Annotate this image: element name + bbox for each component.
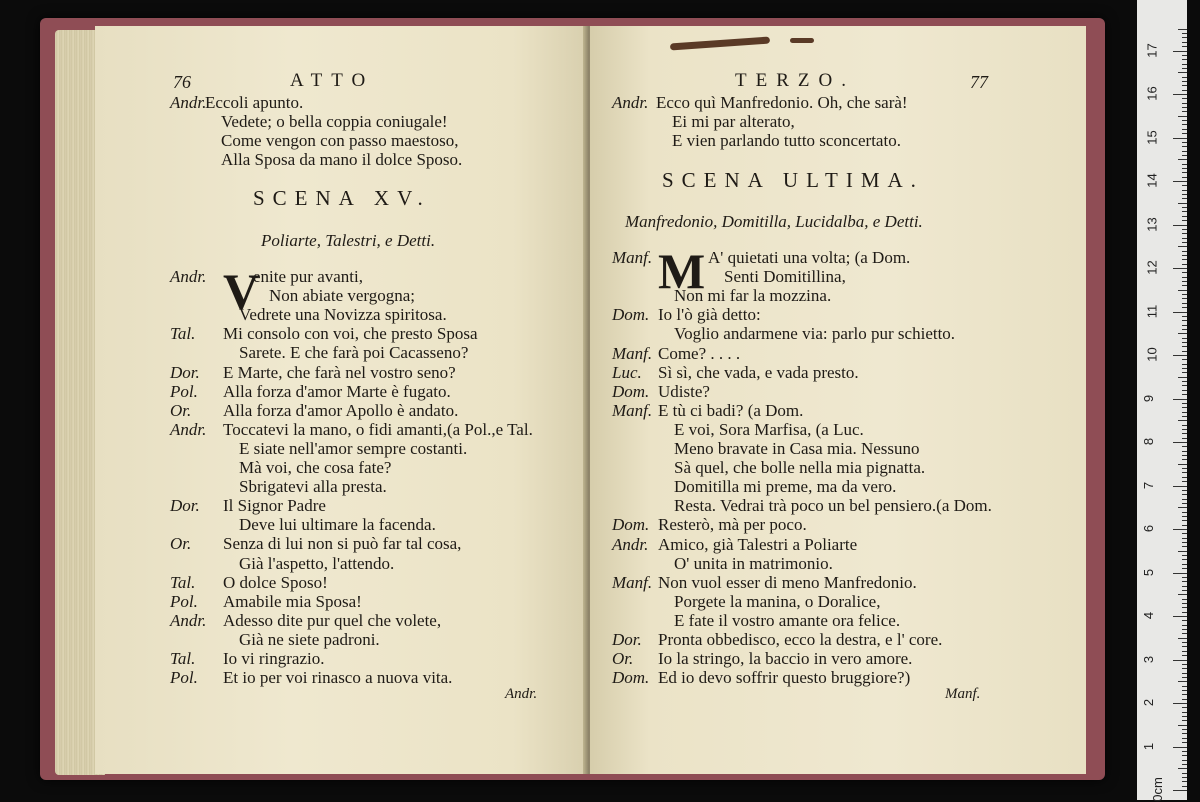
ruler-label: 16	[1144, 86, 1160, 101]
verse-line: Adesso dite pur quel che volete,	[223, 610, 442, 630]
ruler-label: 14	[1144, 173, 1160, 188]
ruler-tick	[1182, 472, 1187, 473]
ruler-tick	[1173, 529, 1187, 530]
left-scene-title: SCENA XV.	[253, 186, 431, 210]
verse-line: O dolce Sposo!	[223, 572, 328, 592]
speaker-label: Andr.	[612, 534, 649, 554]
ruler-tick	[1182, 707, 1187, 708]
ruler-tick	[1182, 503, 1187, 504]
ruler-label: 4	[1141, 611, 1157, 620]
speaker-label: Dor.	[612, 630, 642, 649]
ruler-tick	[1182, 59, 1187, 60]
ruler-label: 8	[1141, 437, 1157, 446]
ruler-tick	[1178, 420, 1187, 421]
ruler-tick	[1173, 616, 1187, 617]
ruler-tick	[1182, 468, 1187, 469]
ruler-tick	[1182, 172, 1187, 173]
verse-line: Mi consolo con voi, che presto Sposa	[223, 324, 478, 344]
left-running-head: ATTO	[290, 70, 375, 91]
speaker-label: Dor.	[170, 496, 200, 516]
ruler-tick	[1182, 481, 1187, 482]
ruler-label: 5	[1141, 568, 1157, 576]
ruler-tick	[1178, 464, 1187, 465]
ruler-tick	[1182, 677, 1187, 678]
ruler-label: 15	[1144, 129, 1160, 145]
ruler-tick	[1182, 185, 1187, 186]
speaker-label: Or.	[170, 534, 192, 554]
verse-line: Udiste?	[658, 381, 710, 401]
verse-line: Sì sì, che vada, e vada presto.	[658, 362, 859, 382]
speaker-label: Pol.	[170, 591, 198, 611]
ruler-tick	[1182, 738, 1187, 739]
ruler-tick	[1182, 542, 1187, 543]
ruler-tick	[1182, 599, 1187, 600]
verse-line: Già l'aspetto, l'attendo.	[239, 553, 395, 573]
ruler-tick	[1182, 764, 1187, 765]
ruler-tick	[1173, 225, 1187, 226]
speaker-label: Manf.	[612, 343, 653, 363]
ruler-tick	[1182, 403, 1187, 404]
ruler-label: 6	[1141, 524, 1157, 533]
verse-line: Ei mi par alterato,	[672, 112, 795, 131]
ruler-tick	[1182, 168, 1187, 169]
left-catchword: Andr.	[505, 686, 538, 702]
ruler-tick	[1182, 325, 1187, 326]
verse-line: E fate il vostro amante ora felice.	[674, 610, 901, 630]
speaker-label: Dom.	[612, 381, 650, 401]
ruler-tick	[1182, 198, 1187, 199]
ruler-tick	[1173, 181, 1187, 182]
ruler-tick	[1182, 751, 1187, 752]
verse-line: Vedrete una Novizza spiritosa.	[239, 305, 447, 325]
speaker-label: Or.	[170, 400, 192, 420]
speaker-label: Manf.	[612, 400, 653, 420]
ruler-tick	[1173, 138, 1187, 139]
verse-line: Pronta obbedisco, ecco la destra, e l' core.	[658, 630, 943, 649]
ruler-tick	[1182, 259, 1187, 260]
ruler-tick	[1173, 747, 1187, 748]
ruler-label: 11	[1144, 304, 1160, 318]
ruler-tick	[1173, 268, 1187, 269]
ruler-tick	[1182, 151, 1187, 152]
verse-line: Deve lui ultimare la facenda.	[239, 515, 436, 535]
ruler-label: 10	[1144, 347, 1160, 362]
ruler-tick	[1182, 281, 1187, 282]
ruler-tick	[1182, 255, 1187, 256]
ruler-tick	[1182, 446, 1187, 447]
verse-line: Io la stringo, la baccio in vero amore.	[658, 649, 913, 669]
ruler-tick	[1182, 412, 1187, 413]
ruler-tick	[1182, 142, 1187, 143]
left-page	[95, 26, 587, 774]
ruler-tick	[1182, 329, 1187, 330]
ruler-tick	[1178, 768, 1187, 769]
ruler-tick	[1182, 416, 1187, 417]
ruler-tick	[1182, 220, 1187, 221]
right-running-head: TERZO.	[735, 70, 855, 91]
ruler-tick	[1178, 29, 1187, 30]
ruler-tick	[1173, 94, 1187, 95]
ruler-label: 7	[1141, 481, 1157, 489]
verse-line: Già ne siete padroni.	[239, 629, 380, 649]
verse-line: Non abiate vergogna;	[269, 286, 416, 306]
speaker-label: Luc.	[612, 362, 642, 382]
ruler-tick	[1182, 277, 1187, 278]
ruler-tick	[1182, 242, 1187, 243]
ruler-tick	[1182, 586, 1187, 587]
verse-line: Come? . . . .	[658, 343, 741, 363]
ruler-tick	[1182, 177, 1187, 178]
ruler-tick	[1182, 651, 1187, 652]
ruler-tick	[1182, 720, 1187, 721]
ruler-tick	[1182, 381, 1187, 382]
ruler-tick	[1182, 755, 1187, 756]
verse-line: Domitilla mi preme, ma da vero.	[674, 477, 897, 497]
ruler-tick	[1182, 760, 1187, 761]
verse-line: Amico, già Talestri a Poliarte	[658, 534, 858, 554]
verse-line: Voglio andarmene via: parlo pur schietto.	[674, 324, 956, 344]
ruler-tick	[1182, 520, 1187, 521]
ruler-tick	[1182, 81, 1187, 82]
verse-line: Alla Sposa da mano il dolce Sposo.	[221, 150, 463, 169]
ruler-tick	[1182, 33, 1187, 34]
verse-line: Non vuol esser di meno Manfredonio.	[658, 572, 917, 592]
ruler-tick	[1182, 124, 1187, 125]
ruler-tick	[1178, 246, 1187, 247]
ruler-tick	[1182, 368, 1187, 369]
right-page-number: 77	[970, 72, 988, 92]
ruler-tick	[1182, 459, 1187, 460]
ruler-tick	[1182, 655, 1187, 656]
ruler-tick	[1182, 55, 1187, 56]
ruler-tick	[1182, 538, 1187, 539]
verse-line: Porgete la manina, o Doralice,	[674, 591, 881, 611]
ruler-tick	[1182, 307, 1187, 308]
speaker-label: Andr.	[170, 93, 207, 112]
ruler-tick	[1182, 612, 1187, 613]
verse-line: Eccoli apunto.	[205, 93, 304, 112]
ruler-label: 2	[1141, 698, 1157, 707]
ruler-tick	[1182, 233, 1187, 234]
ruler-label: 17	[1144, 42, 1160, 58]
ruler-tick	[1182, 525, 1187, 526]
verse-line: E tù ci badi? (a Dom.	[658, 400, 804, 420]
verse-line: enite pur avanti,	[253, 267, 363, 286]
ruler-tick	[1182, 516, 1187, 517]
verse-line: Sarete. E che farà poi Cacasseno?	[239, 343, 469, 363]
ruler-tick	[1173, 51, 1187, 52]
ruler-tick	[1182, 372, 1187, 373]
ruler-tick	[1173, 573, 1187, 574]
ruler-tick	[1173, 790, 1187, 791]
ruler-tick	[1182, 564, 1187, 565]
verse-line: Mà voi, che cosa fate?	[239, 458, 392, 477]
verse-line: Amabile mia Sposa!	[223, 591, 362, 611]
ruler-label: 3	[1141, 655, 1157, 663]
left-dropcap: V	[223, 263, 260, 319]
speaker-label: Manf.	[612, 572, 653, 592]
ruler-tick	[1182, 555, 1187, 556]
verse-line: Sà quel, che bolle nella mia pignatta.	[674, 458, 926, 478]
right-persons: Manfredonio, Domitilla, Lucidalba, e Detti.	[625, 212, 923, 231]
speaker-label: Andr.	[170, 267, 207, 286]
ruler-tick	[1178, 725, 1187, 726]
ruler-tick	[1182, 690, 1187, 691]
ruler-tick	[1182, 85, 1187, 86]
ruler-tick	[1178, 116, 1187, 117]
ruler-tick	[1182, 477, 1187, 478]
ruler-tick	[1182, 42, 1187, 43]
ruler-tick	[1182, 64, 1187, 65]
ruler-tick	[1182, 103, 1187, 104]
ruler-tick	[1182, 207, 1187, 208]
ruler-tick	[1178, 638, 1187, 639]
ruler-tick	[1182, 238, 1187, 239]
ruler-tick	[1182, 451, 1187, 452]
ruler-tick	[1182, 777, 1187, 778]
verse-line: E siate nell'amor sempre costanti.	[239, 438, 468, 458]
ruler-tick	[1178, 594, 1187, 595]
verse-line: Come vengon con passo maestoso,	[221, 131, 459, 150]
ruler-tick	[1182, 438, 1187, 439]
verse-line: E vien parlando tutto sconcertato.	[672, 131, 901, 150]
verse-line: Alla forza d'amor Marte è fugato.	[223, 381, 451, 401]
ruler-tick	[1178, 377, 1187, 378]
verse-line: E voi, Sora Marfisa, (a Luc.	[674, 419, 864, 439]
ruler-tick	[1178, 159, 1187, 160]
ruler-tick	[1182, 129, 1187, 130]
ruler-tick	[1182, 264, 1187, 265]
measurement-ruler	[1137, 0, 1187, 800]
verse-line: Senza di lui non si può far tal cosa,	[223, 534, 462, 554]
verse-line: A' quietati una volta; (a Dom.	[708, 248, 911, 267]
speaker-label: Andr.	[170, 610, 207, 630]
ruler-tick	[1182, 229, 1187, 230]
verse-line: Resta. Vedrai trà poco un bel pensiero.(a Dom.	[674, 496, 992, 516]
ruler-tick	[1182, 729, 1187, 730]
right-catchword: Manf.	[945, 686, 981, 702]
ruler-tick	[1182, 425, 1187, 426]
ruler-tick	[1178, 333, 1187, 334]
ruler-tick	[1173, 442, 1187, 443]
left-persons: Poliarte, Talestri, e Detti.	[261, 231, 436, 250]
verse-line: Et io per voi rinasco a nuova vita.	[223, 668, 453, 688]
speaker-label: Dom.	[612, 515, 650, 535]
speaker-label: Andr.	[612, 93, 649, 112]
ruler-tick	[1182, 533, 1187, 534]
ruler-tick	[1182, 455, 1187, 456]
verse-line: Ed io devo soffrir questo bruggiore?)	[658, 668, 911, 688]
ruler-tick	[1182, 194, 1187, 195]
ruler-tick	[1182, 351, 1187, 352]
ruler-label: 1	[1141, 742, 1157, 750]
ruler-tick	[1182, 499, 1187, 500]
ruler-tick	[1182, 120, 1187, 121]
ruler-tick	[1182, 68, 1187, 69]
speaker-label: Andr.	[170, 419, 207, 439]
ruler-tick	[1182, 629, 1187, 630]
ruler-tick	[1182, 733, 1187, 734]
ruler-tick	[1182, 320, 1187, 321]
ruler-tick	[1182, 607, 1187, 608]
ruler-tick	[1182, 390, 1187, 391]
ink-stain	[670, 37, 770, 51]
ruler-tick	[1182, 37, 1187, 38]
speaker-label: Tal.	[170, 572, 196, 592]
ruler-tick	[1182, 633, 1187, 634]
verse-line: E Marte, che farà nel vostro seno?	[223, 362, 456, 382]
ruler-tick	[1182, 107, 1187, 108]
ruler-tick	[1182, 338, 1187, 339]
speaker-label: Or.	[612, 649, 634, 669]
ruler-tick	[1178, 203, 1187, 204]
ruler-tick	[1182, 494, 1187, 495]
ruler-tick	[1182, 716, 1187, 717]
ruler-tick	[1182, 786, 1187, 787]
ruler-tick	[1178, 290, 1187, 291]
ruler-tick	[1182, 133, 1187, 134]
ruler-tick	[1182, 155, 1187, 156]
speaker-label: Tal.	[170, 324, 196, 344]
ruler-tick	[1182, 781, 1187, 782]
ruler-tick	[1182, 111, 1187, 112]
verse-line: Il Signor Padre	[223, 496, 326, 516]
ruler-tick	[1182, 429, 1187, 430]
right-scene-title: SCENA ULTIMA.	[662, 168, 924, 192]
ruler-tick	[1182, 742, 1187, 743]
ruler-tick	[1182, 98, 1187, 99]
ruler-tick	[1182, 146, 1187, 147]
ruler-tick	[1182, 646, 1187, 647]
verse-line: Ecco quì Manfredonio. Oh, che sarà!	[656, 93, 908, 112]
ruler-tick	[1178, 551, 1187, 552]
ruler-label: 13	[1144, 216, 1160, 232]
ruler-tick	[1182, 625, 1187, 626]
verse-line: Resterò, mà per poco.	[658, 515, 807, 535]
ruler-tick	[1182, 216, 1187, 217]
ruler-tick	[1173, 312, 1187, 313]
ruler-tick	[1178, 507, 1187, 508]
ruler-tick	[1182, 559, 1187, 560]
verse-line: Non mi far la mozzina.	[674, 286, 832, 306]
ruler-tick	[1182, 603, 1187, 604]
ruler-tick	[1182, 577, 1187, 578]
ruler-tick	[1182, 490, 1187, 491]
ruler-tick	[1182, 298, 1187, 299]
speaker-label: Dom.	[612, 668, 650, 688]
ruler-tick	[1182, 546, 1187, 547]
verse-line: Sbrigatevi alla presta.	[239, 477, 387, 497]
speaker-label: Manf.	[612, 248, 653, 267]
ruler-tick	[1182, 359, 1187, 360]
ruler-tick	[1173, 399, 1187, 400]
ruler-tick	[1182, 699, 1187, 700]
speaker-label: Tal.	[170, 649, 196, 668]
ruler-tick	[1173, 703, 1187, 704]
ruler-tick	[1182, 642, 1187, 643]
ruler-tick	[1182, 673, 1187, 674]
ruler-tick	[1182, 251, 1187, 252]
ruler-tick	[1182, 668, 1187, 669]
verse-line: Toccatevi la mano, o fidi amanti,(a Pol.,e Tal.	[223, 419, 533, 439]
speaker-label: Pol.	[170, 668, 198, 688]
verse-line: Senti Domitillina,	[724, 267, 846, 287]
verse-line: Io vi ringrazio.	[223, 649, 325, 668]
right-page	[590, 26, 1086, 774]
ruler-label: 0cm	[1149, 777, 1165, 802]
verse-line: Vedete; o bella coppia coniugale!	[221, 112, 448, 131]
ruler-tick	[1182, 190, 1187, 191]
ruler-tick	[1182, 433, 1187, 434]
ruler-tick	[1173, 486, 1187, 487]
ruler-tick	[1178, 72, 1187, 73]
ruler-tick	[1182, 316, 1187, 317]
ruler-tick	[1182, 712, 1187, 713]
ruler-tick	[1182, 694, 1187, 695]
speaker-label: Pol.	[170, 381, 198, 401]
ruler-tick	[1182, 664, 1187, 665]
ruler-tick	[1182, 211, 1187, 212]
ruler-tick	[1178, 681, 1187, 682]
ruler-tick	[1182, 407, 1187, 408]
ruler-tick	[1182, 568, 1187, 569]
ruler-tick	[1182, 90, 1187, 91]
ruler-tick	[1182, 394, 1187, 395]
ink-stain-small	[790, 38, 814, 43]
ruler-tick	[1182, 77, 1187, 78]
ruler-tick	[1182, 294, 1187, 295]
ruler-tick	[1173, 355, 1187, 356]
speaker-label: Dor.	[170, 362, 200, 382]
ruler-tick	[1182, 285, 1187, 286]
ruler-tick	[1182, 620, 1187, 621]
ruler-tick	[1182, 303, 1187, 304]
ruler-tick	[1182, 512, 1187, 513]
ruler-tick	[1182, 686, 1187, 687]
ruler-tick	[1173, 660, 1187, 661]
ruler-tick	[1182, 164, 1187, 165]
ruler-label: 9	[1141, 394, 1157, 402]
ruler-tick	[1182, 346, 1187, 347]
right-dropcap: M	[658, 243, 706, 299]
ruler-tick	[1182, 342, 1187, 343]
verse-line: Alla forza d'amor Apollo è andato.	[223, 400, 459, 420]
speaker-label: Dom.	[612, 305, 650, 325]
verse-line: O' unita in matrimonio.	[674, 553, 833, 573]
left-page-number: 76	[173, 72, 191, 92]
ruler-tick	[1182, 272, 1187, 273]
verse-line: Io l'ò già detto:	[658, 305, 761, 325]
ruler-label: 12	[1144, 260, 1160, 275]
ruler-tick	[1182, 590, 1187, 591]
ruler-tick	[1182, 385, 1187, 386]
verse-line: Meno bravate in Casa mia. Nessuno	[674, 439, 920, 458]
ruler-tick	[1182, 773, 1187, 774]
ruler-tick	[1182, 581, 1187, 582]
ruler-tick	[1182, 364, 1187, 365]
ruler-tick	[1182, 46, 1187, 47]
